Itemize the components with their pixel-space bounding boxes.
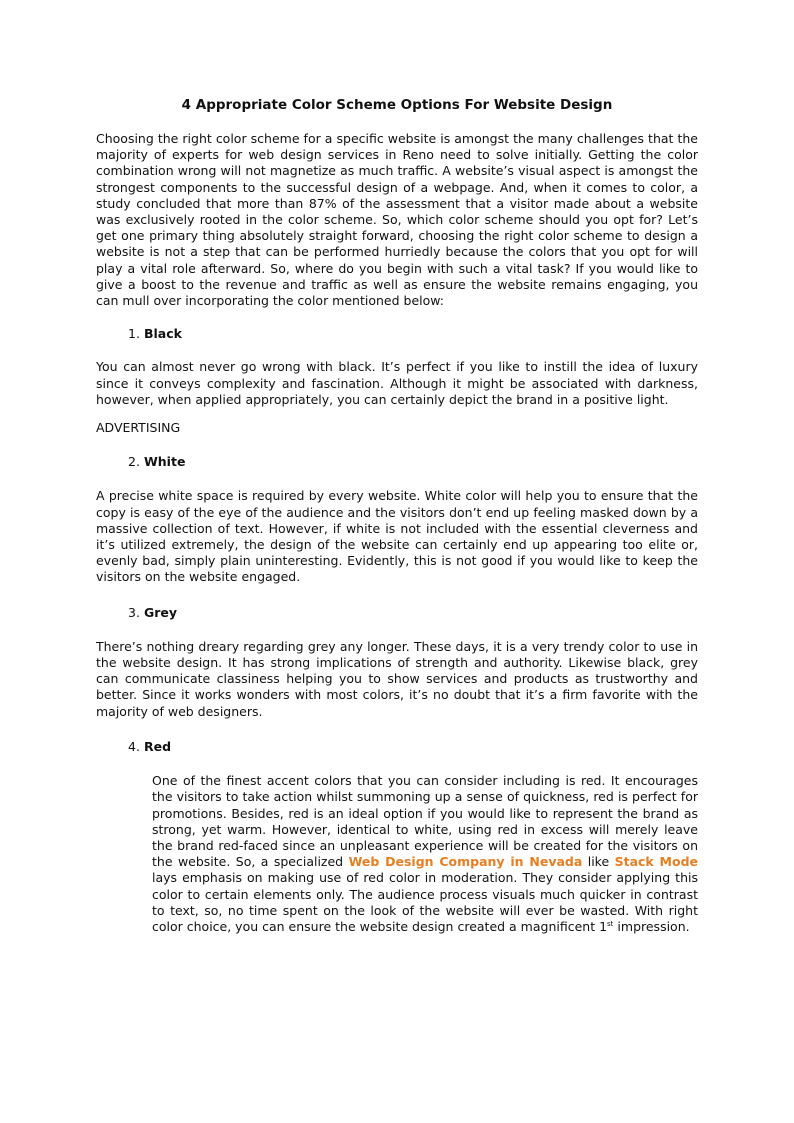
section-heading-black [96,326,698,342]
web-design-company-link[interactable]: Web Design Company in Nevada [348,854,583,870]
section-number: 3. [128,604,140,620]
stack-mode-link[interactable]: Stack Mode [614,854,699,870]
red-text-part2: like [587,854,610,870]
red-text-part1: One of the finest accent colors that you can consider including is red. It encourages the visitors to take action whilst summoning up a sense of quickness, red is perfect for promotions. Besides, red is an ideal option if you would like to represent the brand as strong, yet warm. However, identical to white, using red in excess will merely leave the brand red-faced since an unpleasant experience will be created for the visitors on the website. So, a specialized [152,773,698,870]
section-heading-label: Red [144,738,172,754]
section-number: 2. [128,454,140,470]
section-text-white: A precise white space is required by every website. White color will help you to ensure that the copy is easy of the eye of the audience and the visitors don’t end up feeling masked down by a massive collection of text. However, if white is not included with the essential cleverness and it’s utilized extremely, the design of the website can certainly end up appearing too elite or, evenly bad, simply plain uninteresting. Evidently, this is not good if you would like to keep the visitors on the website engaged. [96,488,698,585]
section-number: 4. [128,738,140,754]
section-heading-grey [96,605,698,621]
section-text-grey: There’s nothing dreary regarding grey any longer. These days, it is a very trendy color to use in the website design. It has strong implications of strength and authority. Likewise black, grey can communicate classiness helping you to show services and products as trustworthy and better. Since it works wonders with most colors, it’s no doubt that it’s a firm favorite with the majority of web designers. [96,638,698,719]
advertising-label: ADVERTISING [96,420,181,436]
red-text-part3: lays emphasis on making use of red color in moderation. They consider applying this color to certain elements only. The audience process visuals much quicker in contrast to text, so, no time spent on the look of the website will ever be wasted. With right color choice, you can ensure the website design created a magnificent 1 [152,870,698,934]
section-heading-white [96,454,698,470]
section-text-red [96,773,698,935]
section-heading-label: Grey [144,604,178,620]
section-heading-label: Black [144,326,182,342]
document-title: 4 Appropriate Color Scheme Options For Website Design [181,97,613,113]
section-heading-label: White [144,454,186,470]
superscript: st [607,919,614,928]
document-page [96,96,698,935]
section-heading-red [96,739,698,755]
intro-paragraph: Choosing the right color scheme for a specific website is amongst the many challenges that the majority of experts for web design services in Reno need to solve initially. Getting the color combination wrong will not magnetize as much traffic. A website’s visual aspect is amongst the strongest components to the successful design of a webpage. And, when it comes to color, a study concluded that more than 87% of the assessment that a visitor made about a website was exclusively rooted in the color scheme. So, which color scheme should you opt for? Let’s get one primary thing absolutely straight forward, choosing the right color scheme to design a website is not a step that can be performed hurriedly because the colors that you opt for will play a vital role afterward. So, where do you begin with such a vital task? If you would like to give a boost to the revenue and traffic as well as ensure the website remains engaging, you can mull over incorporating the color mentioned below: [96,131,698,309]
red-text-part4: impression. [617,918,690,934]
section-text-black: You can almost never go wrong with black. It’s perfect if you like to instill the idea of luxury since it conveys complexity and fascination. Although it might be associated with darkness, however, when applied appropriately, you can certainly depict the brand in a positive light. [96,359,698,407]
section-number: 1. [128,326,140,342]
